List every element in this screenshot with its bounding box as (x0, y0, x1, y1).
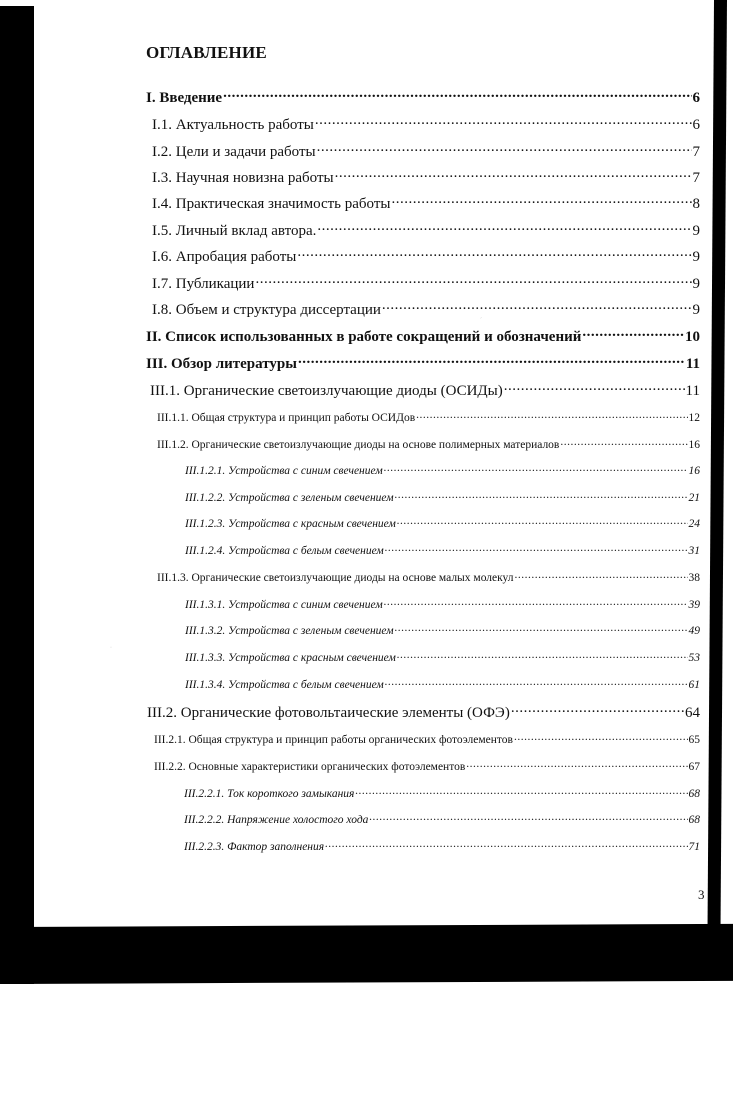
scan-artifact: ´ (480, 318, 482, 324)
toc-dot-leader (515, 569, 688, 581)
toc-dot-leader (511, 702, 684, 717)
toc-entry-page: 31 (688, 544, 700, 557)
toc-entry-3-2-2-3[interactable] (184, 838, 700, 853)
toc-entry-page: 71 (688, 840, 700, 853)
toc-entry-3-1-3[interactable] (157, 569, 700, 584)
toc-entry-page: 61 (688, 678, 700, 691)
toc-entry-label: III.1.3.2. Устройства с зеленым свечением (185, 624, 394, 637)
toc-entry-page: 16 (688, 464, 700, 477)
toc-entry-page: 9 (692, 223, 700, 239)
toc-entry-label: III.1.3. Органические светоизлучающие диоды на основе малых молекул (157, 571, 514, 584)
toc-entry-page: 39 (688, 598, 700, 611)
toc-entry-label: III.1. Органические светоизлучающие диоды (ОСИДы) (150, 383, 503, 399)
toc-entry-page: 68 (688, 787, 700, 800)
toc-dot-leader (298, 353, 685, 368)
toc-entry-3-1-3-1[interactable] (185, 596, 700, 611)
scan-border-bottom (8, 924, 733, 984)
toc-entry-introduction[interactable] (146, 87, 700, 107)
toc-dot-leader (384, 462, 688, 474)
toc-dot-leader (297, 246, 691, 261)
toc-entry-label: III.1.3.1. Устройства с синим свечением (185, 598, 383, 611)
toc-entry-1-1[interactable] (152, 114, 700, 134)
toc-dot-leader (355, 785, 687, 797)
toc-entry-page: 38 (688, 571, 700, 584)
document-page (34, 0, 714, 927)
toc-entry-label: I.7. Публикации (152, 276, 255, 292)
toc-entry-page: 68 (688, 813, 700, 826)
toc-dot-leader (397, 649, 688, 661)
toc-entry-page: 11 (685, 356, 700, 372)
toc-dot-leader (255, 273, 691, 288)
toc-dot-leader (466, 758, 687, 770)
toc-entry-3-1-3-4[interactable] (185, 676, 700, 691)
toc-entry-label: III.1.2.2. Устройства с зеленым свечением (185, 491, 394, 504)
toc-entry-label: III.1.3.4. Устройства с белым свечением (185, 678, 384, 691)
toc-entry-3-1-2-4[interactable] (185, 542, 700, 557)
toc-entry-3-2-1[interactable] (154, 731, 700, 746)
toc-entry-3-2-2-2[interactable] (184, 811, 700, 826)
toc-entry-1-7[interactable] (152, 273, 700, 293)
toc-entry-3-1-2-3[interactable] (185, 515, 700, 530)
toc-entry-label: I.6. Апробация работы (152, 249, 297, 265)
toc-dot-leader (335, 167, 692, 182)
toc-entry-page: 7 (692, 170, 700, 186)
toc-dot-leader (325, 838, 687, 850)
toc-dot-leader (395, 489, 688, 501)
toc-dot-leader (369, 811, 687, 823)
toc-entry-label: III.1.2.1. Устройства с синим свечением (185, 464, 383, 477)
toc-entry-page: 24 (688, 517, 700, 530)
toc-dot-leader (382, 299, 692, 314)
toc-entry-abbreviations[interactable] (146, 326, 700, 346)
toc-entry-label: I. Введение (146, 90, 223, 106)
toc-dot-leader (223, 87, 691, 102)
toc-dot-leader (385, 542, 688, 554)
toc-entry-label: I.4. Практическая значимость работы (152, 196, 391, 212)
toc-entry-3-1-1[interactable] (157, 409, 700, 424)
toc-dot-leader (582, 326, 684, 341)
toc-entry-page: 7 (692, 144, 700, 160)
toc-entry-page: 9 (692, 276, 700, 292)
toc-entry-page: 9 (692, 302, 700, 318)
toc-dot-leader (397, 515, 688, 527)
toc-title: ОГЛАВЛЕНИЕ (146, 43, 267, 62)
toc-entry-label: III.2.2.1. Ток короткого замыкания (184, 787, 355, 800)
toc-dot-leader (384, 596, 688, 608)
toc-entry-3-2[interactable] (147, 702, 700, 722)
toc-entry-label: III.1.2.3. Устройства с красным свечением (185, 517, 396, 530)
toc-entry-label: III.1.3.3. Устройства с красным свечением (185, 651, 396, 664)
toc-entry-label: III.2.2.2. Напряжение холостого хода (184, 813, 369, 826)
toc-entry-label: III.2.2.3. Фактор заполнения (184, 840, 325, 853)
toc-entry-label: II. Список использованных в работе сокращений и обозначений (146, 329, 582, 345)
toc-entry-label: III.2.1. Общая структура и принцип работы органических фотоэлементов (154, 733, 513, 746)
toc-dot-leader (317, 220, 691, 235)
toc-entry-label: III. Обзор литературы (146, 356, 297, 372)
toc-entry-label: I.2. Цели и задачи работы (152, 144, 316, 160)
toc-entry-page: 67 (688, 760, 700, 773)
toc-entry-page: 49 (688, 624, 700, 637)
toc-entry-literature-review[interactable] (146, 353, 700, 373)
toc-entry-label: I.3. Научная новизна работы (152, 170, 334, 186)
toc-entry-page: 8 (692, 196, 700, 212)
toc-entry-page: 11 (685, 383, 700, 399)
toc-entry-1-6[interactable] (152, 246, 700, 266)
toc-entry-label: III.1.1. Общая структура и принцип работы ОСИДов (157, 411, 416, 424)
scan-artifact: · (110, 645, 112, 651)
toc-entry-3-1-2-1[interactable] (185, 462, 700, 477)
toc-entry-3-1-2[interactable] (157, 436, 700, 451)
toc-entry-label: I.5. Личный вклад автора. (152, 223, 317, 239)
toc-entry-label: III.2. Органические фотовольтаические элементы (ОФЭ) (147, 705, 510, 721)
toc-dot-leader (385, 676, 688, 688)
toc-entry-3-2-2[interactable] (154, 758, 700, 773)
toc-entry-page: 53 (688, 651, 700, 664)
toc-entry-label: I.8. Объем и структура диссертации (152, 302, 381, 318)
toc-entry-page: 64 (685, 705, 700, 721)
toc-entry-1-8[interactable] (152, 299, 700, 319)
toc-entry-page: 21 (688, 491, 700, 504)
toc-dot-leader (391, 193, 691, 208)
toc-entry-label: III.2.2. Основные характеристики органических фотоэлементов (154, 760, 466, 773)
toc-dot-leader (317, 141, 692, 156)
toc-entry-1-5[interactable] (152, 220, 700, 240)
toc-entry-page: 65 (688, 733, 700, 746)
toc-dot-leader (560, 436, 687, 448)
scan-border-left (0, 6, 34, 984)
toc-entry-3-1[interactable] (150, 380, 700, 400)
toc-entry-3-1-3-3[interactable] (185, 649, 700, 664)
toc-entry-page: 9 (692, 249, 700, 265)
toc-entry-1-4[interactable] (152, 193, 700, 213)
toc-entry-label: I.1. Актуальность работы (152, 117, 314, 133)
toc-entry-label: III.1.2.4. Устройства с белым свечением (185, 544, 384, 557)
toc-entry-3-1-2-2[interactable] (185, 489, 700, 504)
page-number: 3 (698, 887, 705, 902)
toc-entry-page: 6 (692, 117, 700, 133)
toc-dot-leader (514, 731, 688, 743)
toc-dot-leader (315, 114, 692, 129)
toc-entry-1-2[interactable] (152, 141, 700, 161)
toc-entry-page: 10 (685, 329, 700, 345)
toc-entry-page: 16 (688, 438, 700, 451)
toc-entry-3-1-3-2[interactable] (185, 622, 700, 637)
toc-entry-page: 6 (692, 90, 700, 106)
toc-entry-3-2-2-1[interactable] (184, 785, 700, 800)
toc-dot-leader (395, 622, 688, 634)
toc-dot-leader (416, 409, 687, 421)
toc-entry-page: 12 (688, 411, 700, 424)
toc-entry-label: III.1.2. Органические светоизлучающие диоды на основе полимерных материалов (157, 438, 560, 451)
toc-dot-leader (504, 380, 685, 395)
toc-entry-1-3[interactable] (152, 167, 700, 187)
